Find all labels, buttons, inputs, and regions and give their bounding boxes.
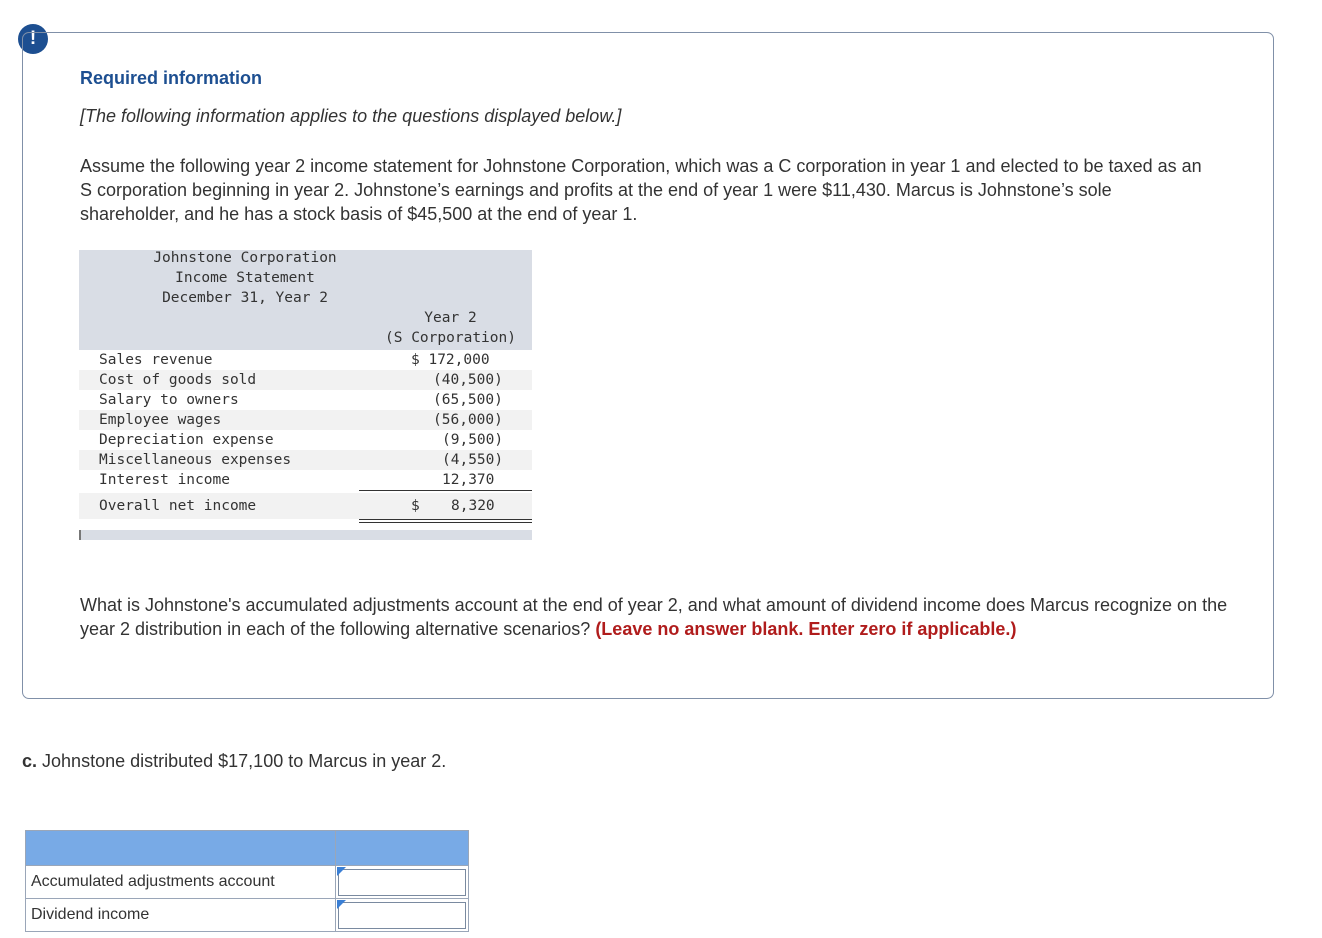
applies-note: [The following information applies to the questions displayed below.] [80, 106, 622, 126]
header-cell-label [26, 831, 336, 866]
dropdown-marker-icon [337, 900, 346, 909]
row-label: Sales revenue [99, 352, 213, 368]
part-letter: c. [22, 751, 38, 771]
statement-row [79, 350, 532, 370]
answer-table-header [26, 831, 469, 866]
column-header-year: Year 2 [424, 310, 477, 326]
total-label: Overall net income [99, 498, 257, 514]
part-c-text: Johnstone distributed $17,100 to Marcus in year 2. [42, 751, 447, 771]
dividend-income-input[interactable] [338, 902, 466, 929]
statement-footer [79, 530, 532, 540]
dividend-income-label: Dividend income [26, 899, 336, 932]
statement-row [79, 370, 532, 390]
alert-icon: ! [18, 24, 48, 54]
row-value: (40,500) [433, 372, 503, 388]
row-value: (65,500) [433, 392, 503, 408]
total-value: 8,320 [451, 498, 495, 514]
row-value: (56,000) [433, 412, 503, 428]
statement-row [79, 450, 532, 470]
subtotal-rule [359, 490, 532, 491]
aaa-label: Accumulated adjustments account [26, 866, 336, 899]
question-instruction: (Leave no answer blank. Enter zero if applicable.) [595, 619, 1017, 639]
statement-company: Johnstone Corporation [153, 250, 337, 266]
dividend-income-cell [336, 899, 469, 932]
row-label: Cost of goods sold [99, 372, 257, 388]
answer-table [25, 830, 469, 932]
answer-row-aaa [26, 866, 469, 899]
statement-row [79, 410, 532, 430]
statement-row [79, 470, 532, 490]
question-body: What is Johnstone's accumulated adjustments account at the end of year 2, and what amount of dividend income does Marcus recognize on the year 2 distribution in each of the following alternative scenarios? [80, 595, 1228, 639]
part-c-prompt [22, 751, 446, 772]
total-double-rule-bottom [359, 522, 532, 523]
header-cell-value [336, 831, 469, 866]
total-currency: $ [411, 498, 420, 514]
income-statement [79, 250, 532, 540]
dropdown-marker-icon [337, 867, 346, 876]
statement-row [79, 390, 532, 410]
aaa-input[interactable] [338, 869, 466, 896]
row-value: 12,370 [442, 472, 495, 488]
statement-date: December 31, Year 2 [162, 290, 328, 306]
row-value: $ 172,000 [411, 352, 490, 368]
total-row [79, 493, 532, 519]
required-information-title: Required information [80, 68, 263, 88]
scenario-prompt [80, 154, 1210, 226]
row-value: (9,500) [442, 432, 504, 448]
total-double-rule-top [359, 519, 532, 520]
row-label: Depreciation expense [99, 432, 274, 448]
row-label: Miscellaneous expenses [99, 452, 292, 468]
row-value: (4,550) [442, 452, 504, 468]
question-text [80, 593, 1230, 641]
aaa-cell [336, 866, 469, 899]
row-label: Interest income [99, 472, 230, 488]
row-label: Salary to owners [99, 392, 239, 408]
row-label: Employee wages [99, 412, 222, 428]
column-header-type: (S Corporation) [385, 330, 516, 346]
scenario-text: Assume the following year 2 income statement for Johnstone Corporation, which was a C corporation in year 1 and elected to be taxed as an S corporation beginning in year 2. Johnstone’s earnings and profits at the end of year 1 were $11,430. Marcus is Johnstone’s sole shareholder, and he has a stock basis of $45,500 at the end of year 1. [80, 156, 1202, 224]
statement-row [79, 430, 532, 450]
statement-name: Income Statement [175, 270, 315, 286]
answer-row-dividend [26, 899, 469, 932]
